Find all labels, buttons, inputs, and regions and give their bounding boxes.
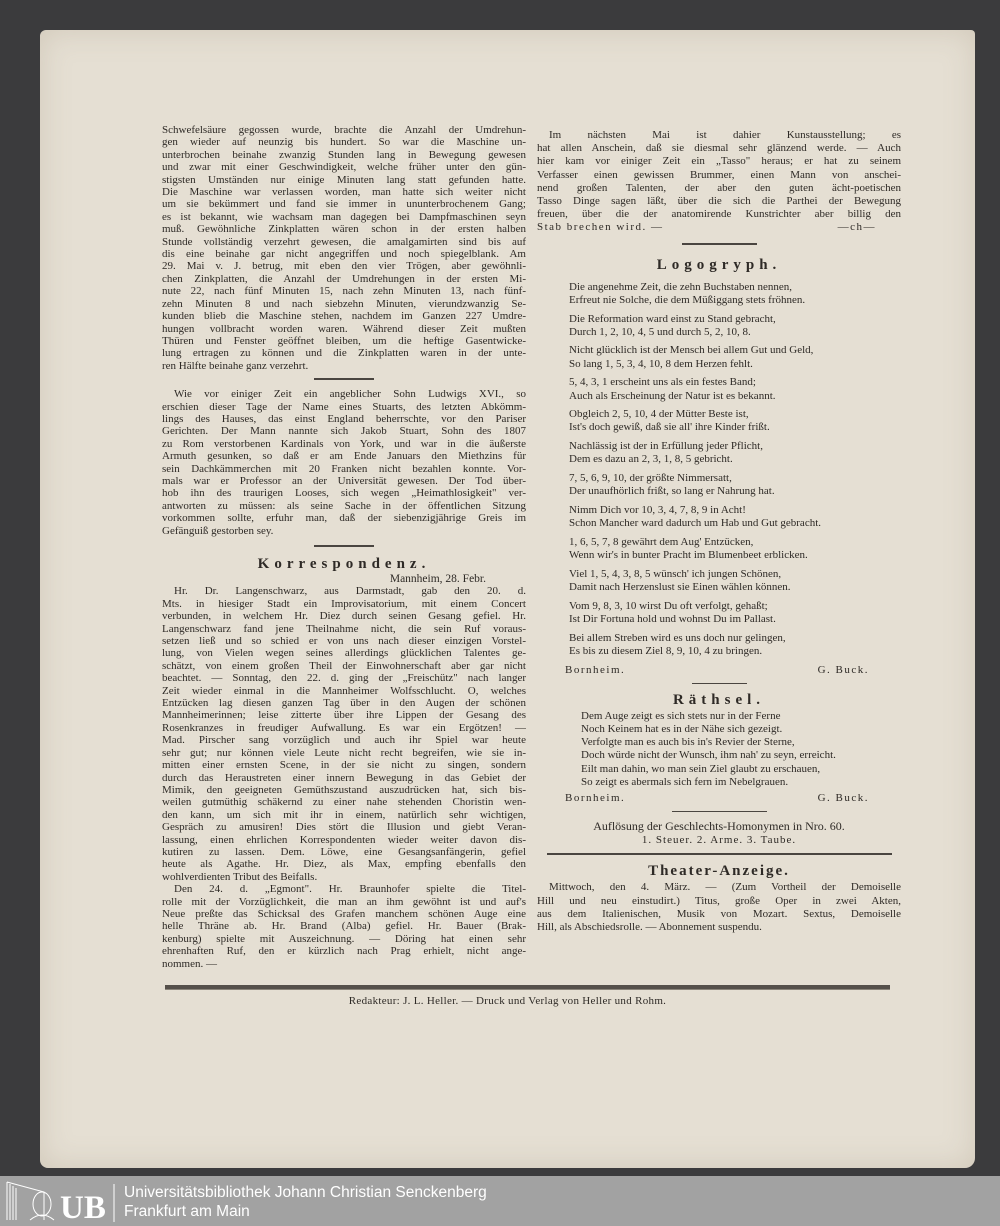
article-stuart: [162, 388, 526, 537]
solution-title: Auflösung der Geschlechts-Homonymen in Nro. 60.: [593, 819, 845, 834]
verse: [569, 632, 901, 658]
text-line: chen Zinkplatten, die Anzahl der Umdrehungen in der ersten Mi-: [162, 272, 526, 285]
text-line: lassung, einen ehrlichen Korrespondenten wieder weiter davon dis-: [162, 833, 526, 846]
verse-line: Durch 1, 2, 10, 4, 5 und durch 5, 2, 10, 8.: [569, 325, 751, 338]
place: Bornheim.: [565, 791, 626, 804]
article-signature-row: [537, 221, 901, 234]
text-line: lung ertragen zu können und die Zinkplatten waren in der unte-: [162, 347, 526, 360]
text-line: Verfolgte man es auch bis in's Revier der Sterne,: [581, 736, 795, 749]
text-line: muß. Gewöhnliche Zinkplatten wären schon in der ersten halben: [162, 223, 526, 236]
article-signature: —ch—: [837, 221, 876, 234]
divider: [692, 683, 747, 684]
library-name: [124, 1183, 487, 1221]
text-line: Doch würde nicht der Wunsch, ihm nah' zu seyn, erreicht.: [581, 749, 836, 762]
verse-line: Obgleich 2, 5, 10, 4 der Mütter Beste ist,: [569, 408, 749, 421]
text-line: So zeigt es abermals sich fern im Nebelgrauen.: [581, 775, 789, 788]
text-line: hungen vollbracht worden waren. Während dieser Zeit mußten: [162, 322, 526, 335]
text-line: den kann, um sich mit ihr in einem, natürlich sehr wichtigen,: [162, 808, 526, 821]
text-line: Langenschwarz fand jene Theilnahme nicht, die sein Ruf voraus-: [162, 622, 526, 635]
text-line: Entzücken lag diesen ganzen Tag über in den Augen der schönen: [162, 697, 526, 710]
place: Bornheim.: [565, 663, 626, 676]
text-line: rolle mit der Vorzüglichkeit, die man an ihm gewöhnt ist und auf's: [162, 895, 526, 908]
solution-text: 1. Steuer. 2. Arme. 3. Taube.: [641, 834, 797, 847]
verse-line: Nachlässig ist der in Erfüllung jeder Pflicht,: [569, 440, 763, 453]
text-line: durch das Heraustreten einer innern Bewegung in das Gebiet der: [162, 771, 526, 784]
verse-line: 1, 6, 5, 7, 8 gewährt dem Aug' Entzücken,: [569, 535, 754, 548]
text-line: Thüren und Fenster geöffnet bleiben, um die heftige Gasentwicke-: [162, 334, 526, 347]
text-line: gen wieder auf neunzig bis hundert. So war die Maschine un-: [162, 136, 526, 149]
text-line: Den 24. d. „Egmont". Hr. Braunhofer spielte die Titel-: [174, 883, 526, 896]
ub-logo-text: UB: [60, 1190, 106, 1222]
verse-line: 7, 5, 6, 9, 10, der größte Nimmersatt,: [569, 472, 732, 485]
text-line: Hr. Dr. Langenschwarz, aus Darmstadt, gab den 20. d.: [174, 585, 526, 598]
verse-line: Nicht glücklich ist der Mensch bei allem Gut und Geld,: [569, 344, 814, 357]
text-line: aus dem Italienischen, Musik von Mozart. Sextus, Demoiselle: [537, 907, 901, 920]
section-heading-korrespondenz: Korrespondenz.: [257, 556, 431, 572]
verse: [569, 536, 901, 562]
library-name-line2: Frankfurt am Main: [124, 1203, 250, 1220]
text-line: sein Dachkämmerchen mit 20 Franken nicht bezahlen konnte. Vor-: [162, 462, 526, 475]
divider: [672, 811, 767, 812]
text-line: es ist bekannt, wie wachsam man dagegen bei Dampfmaschinen seyn: [162, 210, 526, 223]
verse-line: Viel 1, 5, 4, 3, 8, 5 wünsch' ich jungen Schönen,: [569, 567, 782, 580]
article-mannheim: [162, 585, 526, 883]
library-name-line1: Universitätsbibliothek Johann Christian Senckenberg: [124, 1184, 487, 1201]
text-line: nend großen Talenten, der aber den guten ächt-poetischen: [537, 181, 901, 194]
verse: [569, 472, 901, 498]
verse-line: Schon Mancher ward dadurch um Hab und Gut gebracht.: [569, 517, 822, 530]
text-line: hat allen Anschein, daß sie diesmal sehr glänzend werde. — Auch: [537, 142, 901, 155]
verse-line: Die angenehme Zeit, die zehn Buchstaben nennen,: [569, 280, 792, 293]
text-line: Neue preßte das Schicksal des Grafen manchem schönen Auge eine: [162, 907, 526, 920]
verse-line: Erfreut nie Solche, die dem Müßiggang stets fröhnen.: [569, 293, 806, 306]
riddle-poem: [537, 710, 901, 789]
text-line: mals war er Professor an der Universität gewesen. Der Tod über-: [162, 474, 526, 487]
text-line: freuen, über die der anatomirende Kunstrichter aber billig den: [537, 208, 901, 221]
logogryph-poem: [537, 281, 901, 658]
text-line: 29. Mai v. J. betrug, mit eben den vier Trögen, aber gewöhnli-: [162, 260, 526, 273]
text-line: Gefänguiß gestorben sey.: [162, 524, 274, 537]
text-line: sehr gut; nur können viele Leute nicht recht begreifen, wie sie in-: [162, 746, 526, 759]
text-line: helle Thräne ab. Hr. Brand (Alba) gefiel. Hr. Bauer (Brak-: [162, 920, 526, 933]
text-line: Verfasser einen gewissen Brummer, einen Mann von anschei-: [537, 168, 901, 181]
text-line: Mts. in hiesiger Stadt ein Improvisatorium, mit einem Concert: [162, 597, 526, 610]
verse-line: So lang 1, 5, 3, 4, 10, 8 dem Herzen fehlt.: [569, 357, 753, 370]
text-line: Die Maschine war verlassen worden, man hatte sich weiter nicht: [162, 186, 526, 199]
text-line: ren Hälfte beinahe ganz verzehrt.: [162, 359, 309, 372]
logogryph-signature: [537, 664, 901, 677]
text-line: Gespräch zu amusiren! Dies stört die Illusion und giebt Veran-: [162, 821, 526, 834]
author: G. Buck.: [817, 791, 869, 804]
text-line: Eilt man dahin, wo man sein Ziel glaubt zu erschauen,: [581, 762, 821, 775]
text-line: weilen gutmüthig schäkernd zu einer nahe stehenden Choristin wen-: [162, 796, 526, 809]
text-line: Armuth gesunken, so daß er am Ende Januars den Miethzins für: [162, 450, 526, 463]
text-line: setzen ließ und so schied er von uns nach dieser einzigen Vorstel-: [162, 635, 526, 648]
text-line: Dem Auge zeigt es sich stets nur in der Ferne: [581, 709, 781, 722]
verse: [569, 504, 901, 530]
verse: [569, 281, 901, 307]
verse-line: 5, 4, 3, 1 erscheint uns als ein festes Band;: [569, 376, 756, 389]
text-line: Tasso Dinge sagen läßt, über die sich die Parthei der Bewegung: [537, 195, 901, 208]
library-banner: [0, 1176, 1000, 1226]
article-battery: [162, 124, 526, 372]
text-line: Rosenkranzes in freudiger Aufwallung. Es war ein Ergötzen! —: [162, 721, 526, 734]
text-line: hier kam vor einiger Zeit ein „Tasso" heraus; er hat zu seinem: [537, 155, 901, 168]
text-line: hob ihn des traurigen Looses, sich wegen „Heimathlosigkeit" ver-: [162, 487, 526, 500]
text-line: ehrenhaften Ruf, den er kürzlich nach Prag erhielt, nicht ange-: [162, 945, 526, 958]
text-line: lung, von Vielen wegen seines allerdings glücklichen Talentes ge-: [162, 647, 526, 660]
verse-line: Die Reformation ward einst zu Stand gebracht,: [569, 312, 776, 325]
section-heading-logogryph: Logogryph.: [656, 256, 782, 273]
left-column: [162, 124, 526, 970]
text-line: und zwar mit einer Geschwindigkeit, welche früher unter den gün-: [162, 161, 526, 174]
text-line: erschien dieser Tage der Name eines Stuarts, des letzten Abkömm-: [162, 400, 526, 413]
verse-line: Dem es dazu an 2, 3, 1, 8, 5 gebricht.: [569, 453, 733, 466]
verse: [569, 344, 901, 370]
section-heading-raethsel: Räthsel.: [672, 691, 766, 708]
theater-announcement: [537, 881, 901, 934]
text-line: vorkommen sollte, erfuhr man, daß der siebenzigjährige Greis im: [162, 512, 526, 525]
text-line: Stunde vollständig verzehrt gewesen, die amalgamirten sind bis auf: [162, 235, 526, 248]
text-line: Schwefelsäure gegossen wurde, brachte die Anzahl der Umdrehun-: [162, 124, 526, 136]
verse: [569, 568, 901, 594]
text-line: Mannheimerinnen; leise zitterte über ihre Lippen der Gesang des: [162, 709, 526, 722]
text-line: zu Rom verstorbenen Kardinals von York, und war in die äußerste: [162, 437, 526, 450]
article-last-line: Stab brechen wird. —: [537, 221, 664, 234]
text-line: Gerichten. Der Mann nannte sich Jakob Stuart, Sohn des 1807: [162, 425, 526, 438]
text-line: kunden blieb die Maschine stehen, nachdem im Ganzen 227 Umdre-: [162, 310, 526, 323]
text-line: heute als Agathe. Hr. Diez, als Max, empfing ebenfalls den: [162, 858, 526, 871]
text-line: schätzt, von einem großen Theil der Einwohnerschaft aber gar nicht: [162, 659, 526, 672]
imprint: Redakteur: J. L. Heller. — Druck und Verlag von Heller und Rohm.: [348, 995, 667, 1007]
text-line: Mad. Pirscher sang vorzüglich und auch ihr Spiel war heute: [162, 734, 526, 747]
text-line: nute 22, nach fünf Minuten 15, nach zehn Minuten 13, nach fünf-: [162, 285, 526, 298]
text-line: dis eine beinahe gar nicht angegriffen und noch spiegelblank. Am: [162, 248, 526, 261]
verse-line: Wenn wir's in bunter Pracht im Blumenbeet erblicken.: [569, 549, 808, 562]
section-heading-theater: Theater-Anzeige.: [648, 863, 790, 880]
verse-line: Der unaufhörlich frißt, so lang er Nahrung hat.: [569, 485, 775, 498]
verse: [569, 600, 901, 626]
verse: [569, 313, 901, 339]
right-column: [537, 129, 901, 934]
author: G. Buck.: [817, 663, 869, 676]
verse: [569, 376, 901, 402]
verse-line: Ist Dir Fortuna hold und wohnst Du im Pallast.: [569, 612, 776, 625]
ub-logo-icon: [4, 1180, 116, 1222]
verse: [569, 408, 901, 434]
text-line: verbunden, in welchem Hr. Diez durch seinen Gesang gefiel. Hr.: [162, 610, 526, 623]
riddle-signature: [537, 789, 901, 805]
divider: [682, 243, 757, 245]
verse-line: Damit nach Herzenslust sie Einen wählen können.: [569, 580, 791, 593]
verse-line: Bei allem Streben wird es uns doch nur gelingen,: [569, 631, 786, 644]
text-line: nommen. —: [162, 957, 217, 970]
article-kunstausstellung: [537, 129, 901, 221]
verse-line: Vom 9, 8, 3, 10 wirst Du oft verfolgt, gehaßt;: [569, 599, 768, 612]
text-line: lings des Hauses, das einst England beherrschte, vor den Pariser: [162, 412, 526, 425]
verse-line: Auch als Erscheinung der Natur ist es bekannt.: [569, 389, 776, 402]
text-line: Mittwoch, den 4. März. — (Zum Vortheil der Demoiselle: [549, 881, 901, 894]
text-line: kutiren zu lassen. Dem. Löwe, eine Gesangsanfängerin, gefiel: [162, 845, 526, 858]
verse-line: Es bis zu diesem Ziel 8, 9, 10, 4 zu bringen.: [569, 644, 763, 657]
text-line: mitten einer ernsten Scene, in der sie nicht zu singen, sondern: [162, 759, 526, 772]
verse-line: Nimm Dich vor 10, 3, 4, 7, 8, 9 in Acht!: [569, 503, 746, 516]
text-line: Mimik, den geeigneten Gemüthszustand auszudrücken hat, sich bis-: [162, 783, 526, 796]
text-line: Noch Keinem hat es in der Nähe sich gezeigt.: [581, 722, 783, 735]
text-line: Zeit wieder einmal in die Mannheimer Wolfsschlucht. O, welches: [162, 684, 526, 697]
article-egmont: [162, 883, 526, 970]
text-line: um sie bekümmert und fand sie immer in ununterbrochenem Gang;: [162, 198, 526, 211]
divider: [314, 545, 374, 547]
text-line: Hill, als Abschiedsrolle. — Abonnement suspendu.: [537, 920, 762, 933]
divider: [314, 378, 374, 380]
text-line: unterbrochen beinahe zwanzig Stunden lang in Bewegung gewesen: [162, 148, 526, 161]
text-line: zehn Minuten 8 und nach siebzehn Minuten, vierundzwanzig Se-: [162, 297, 526, 310]
text-line: wohlverdienten Tribut des Beifalls.: [162, 870, 318, 883]
text-line: kenburg) spielte mit Auszeichnung. — Döring hat einen sehr: [162, 932, 526, 945]
dateline: Mannheim, 28. Febr.: [389, 573, 486, 585]
text-line: Hill und neu einstudirt.) Titus, große Oper in zwei Akten,: [537, 894, 901, 907]
text-line: Wie vor einiger Zeit ein angeblicher Sohn Ludwigs XVI., so: [174, 388, 526, 401]
text-line: antworten zu müssen: als seine Sache in der öffentlichen Sitzung: [162, 499, 526, 512]
verse-line: Ist's doch gewiß, daß sie all' ihre Kinder frißt.: [569, 421, 770, 434]
page-bottom-rule: [165, 985, 890, 990]
text-line: stigsten Umständen nur einige Minuten lang statt gefunden hatte.: [162, 173, 526, 186]
divider: [547, 853, 892, 855]
verse: [569, 440, 901, 466]
text-line: Im nächsten Mai ist dahier Kunstausstellung; es: [549, 129, 901, 141]
text-line: beachtet. — Sonntag, den 22. d. ging der „Freischütz" nach langer: [162, 672, 526, 685]
